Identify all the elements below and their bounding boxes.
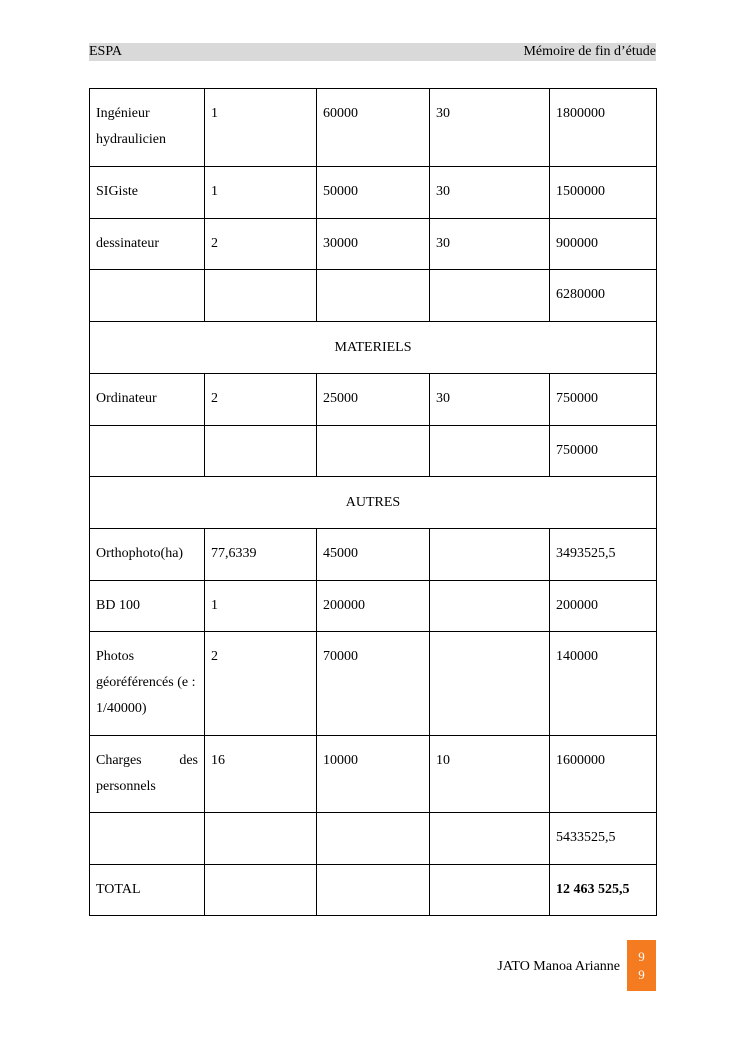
table-row <box>90 374 657 426</box>
table-cell: Orthophoto(ha) <box>90 529 205 581</box>
table-cell: Ingénieur hydraulicien <box>90 89 205 167</box>
table-cell: 30 <box>430 89 550 167</box>
table-row <box>90 632 657 736</box>
table-cell <box>430 813 550 865</box>
table-cell: SIGiste <box>90 167 205 219</box>
table-cell <box>90 813 205 865</box>
table-cell: 70000 <box>317 632 430 736</box>
table-cell: dessinateur <box>90 219 205 270</box>
table-cell <box>317 426 430 477</box>
table-cell <box>317 865 430 916</box>
table-cell: 1 <box>205 167 317 219</box>
table-cell: 60000 <box>317 89 430 167</box>
table-cell: 10 <box>430 736 550 813</box>
table-cell <box>430 865 550 916</box>
table-cell: 140000 <box>550 632 657 736</box>
table-cell: 1800000 <box>550 89 657 167</box>
table-cell: 30000 <box>317 219 430 270</box>
subtotal-cell: 6280000 <box>550 270 657 322</box>
table-cell: 200000 <box>550 581 657 632</box>
table-cell <box>430 581 550 632</box>
subtotal-cell: 750000 <box>550 426 657 477</box>
table-cell <box>205 270 317 322</box>
table-row <box>90 581 657 632</box>
table-cell: 2 <box>205 374 317 426</box>
section-title-materiels: MATERIELS <box>90 322 657 374</box>
table-cell <box>430 270 550 322</box>
table-cell <box>430 426 550 477</box>
table-cell: 200000 <box>317 581 430 632</box>
total-value: 12 463 525,5 <box>550 865 657 916</box>
budget-table <box>89 88 657 916</box>
table-cell: 900000 <box>550 219 657 270</box>
table-cell: 3493525,5 <box>550 529 657 581</box>
page-number-line2: 9 <box>638 966 645 982</box>
table-cell: BD 100 <box>90 581 205 632</box>
table-row <box>90 813 657 865</box>
table-row <box>90 270 657 322</box>
table-cell: 2 <box>205 632 317 736</box>
table-row <box>90 736 657 813</box>
section-title-autres: AUTRES <box>90 477 657 529</box>
table-cell: 30 <box>430 167 550 219</box>
table-cell <box>90 270 205 322</box>
header-school: ESPA <box>89 44 122 59</box>
table-cell <box>430 632 550 736</box>
table-cell: 16 <box>205 736 317 813</box>
table-cell: Charges des personnels <box>90 736 205 813</box>
table-cell <box>205 865 317 916</box>
table-cell: 1600000 <box>550 736 657 813</box>
table-row <box>90 167 657 219</box>
table-row <box>90 89 657 167</box>
table-cell: Ordinateur <box>90 374 205 426</box>
page-header <box>89 43 656 61</box>
table-cell <box>205 813 317 865</box>
table-cell: Photos géoréférencés (e : 1/40000) <box>90 632 205 736</box>
table-cell: 1 <box>205 581 317 632</box>
total-row <box>90 865 657 916</box>
page-number-badge <box>627 940 656 991</box>
table-cell: 25000 <box>317 374 430 426</box>
table-cell: 45000 <box>317 529 430 581</box>
table-cell: 77,6339 <box>205 529 317 581</box>
table-cell: 10000 <box>317 736 430 813</box>
table-cell: 30 <box>430 374 550 426</box>
table-cell <box>430 529 550 581</box>
page-number-line1: 9 <box>638 948 645 964</box>
footer-author: JATO Manoa Arianne <box>497 959 620 974</box>
table-cell: 30 <box>430 219 550 270</box>
section-row <box>90 477 657 529</box>
table-row <box>90 426 657 477</box>
table-cell: 2 <box>205 219 317 270</box>
section-row <box>90 322 657 374</box>
subtotal-cell: 5433525,5 <box>550 813 657 865</box>
table-cell <box>205 426 317 477</box>
table-cell <box>90 426 205 477</box>
table-cell: 750000 <box>550 374 657 426</box>
total-label: TOTAL <box>90 865 205 916</box>
table-row <box>90 529 657 581</box>
table-cell <box>317 813 430 865</box>
table-row <box>90 219 657 270</box>
table-cell <box>317 270 430 322</box>
table-cell: 50000 <box>317 167 430 219</box>
header-doc-title: Mémoire de fin d’étude <box>523 44 656 59</box>
table-cell: 1 <box>205 89 317 167</box>
table-cell: 1500000 <box>550 167 657 219</box>
